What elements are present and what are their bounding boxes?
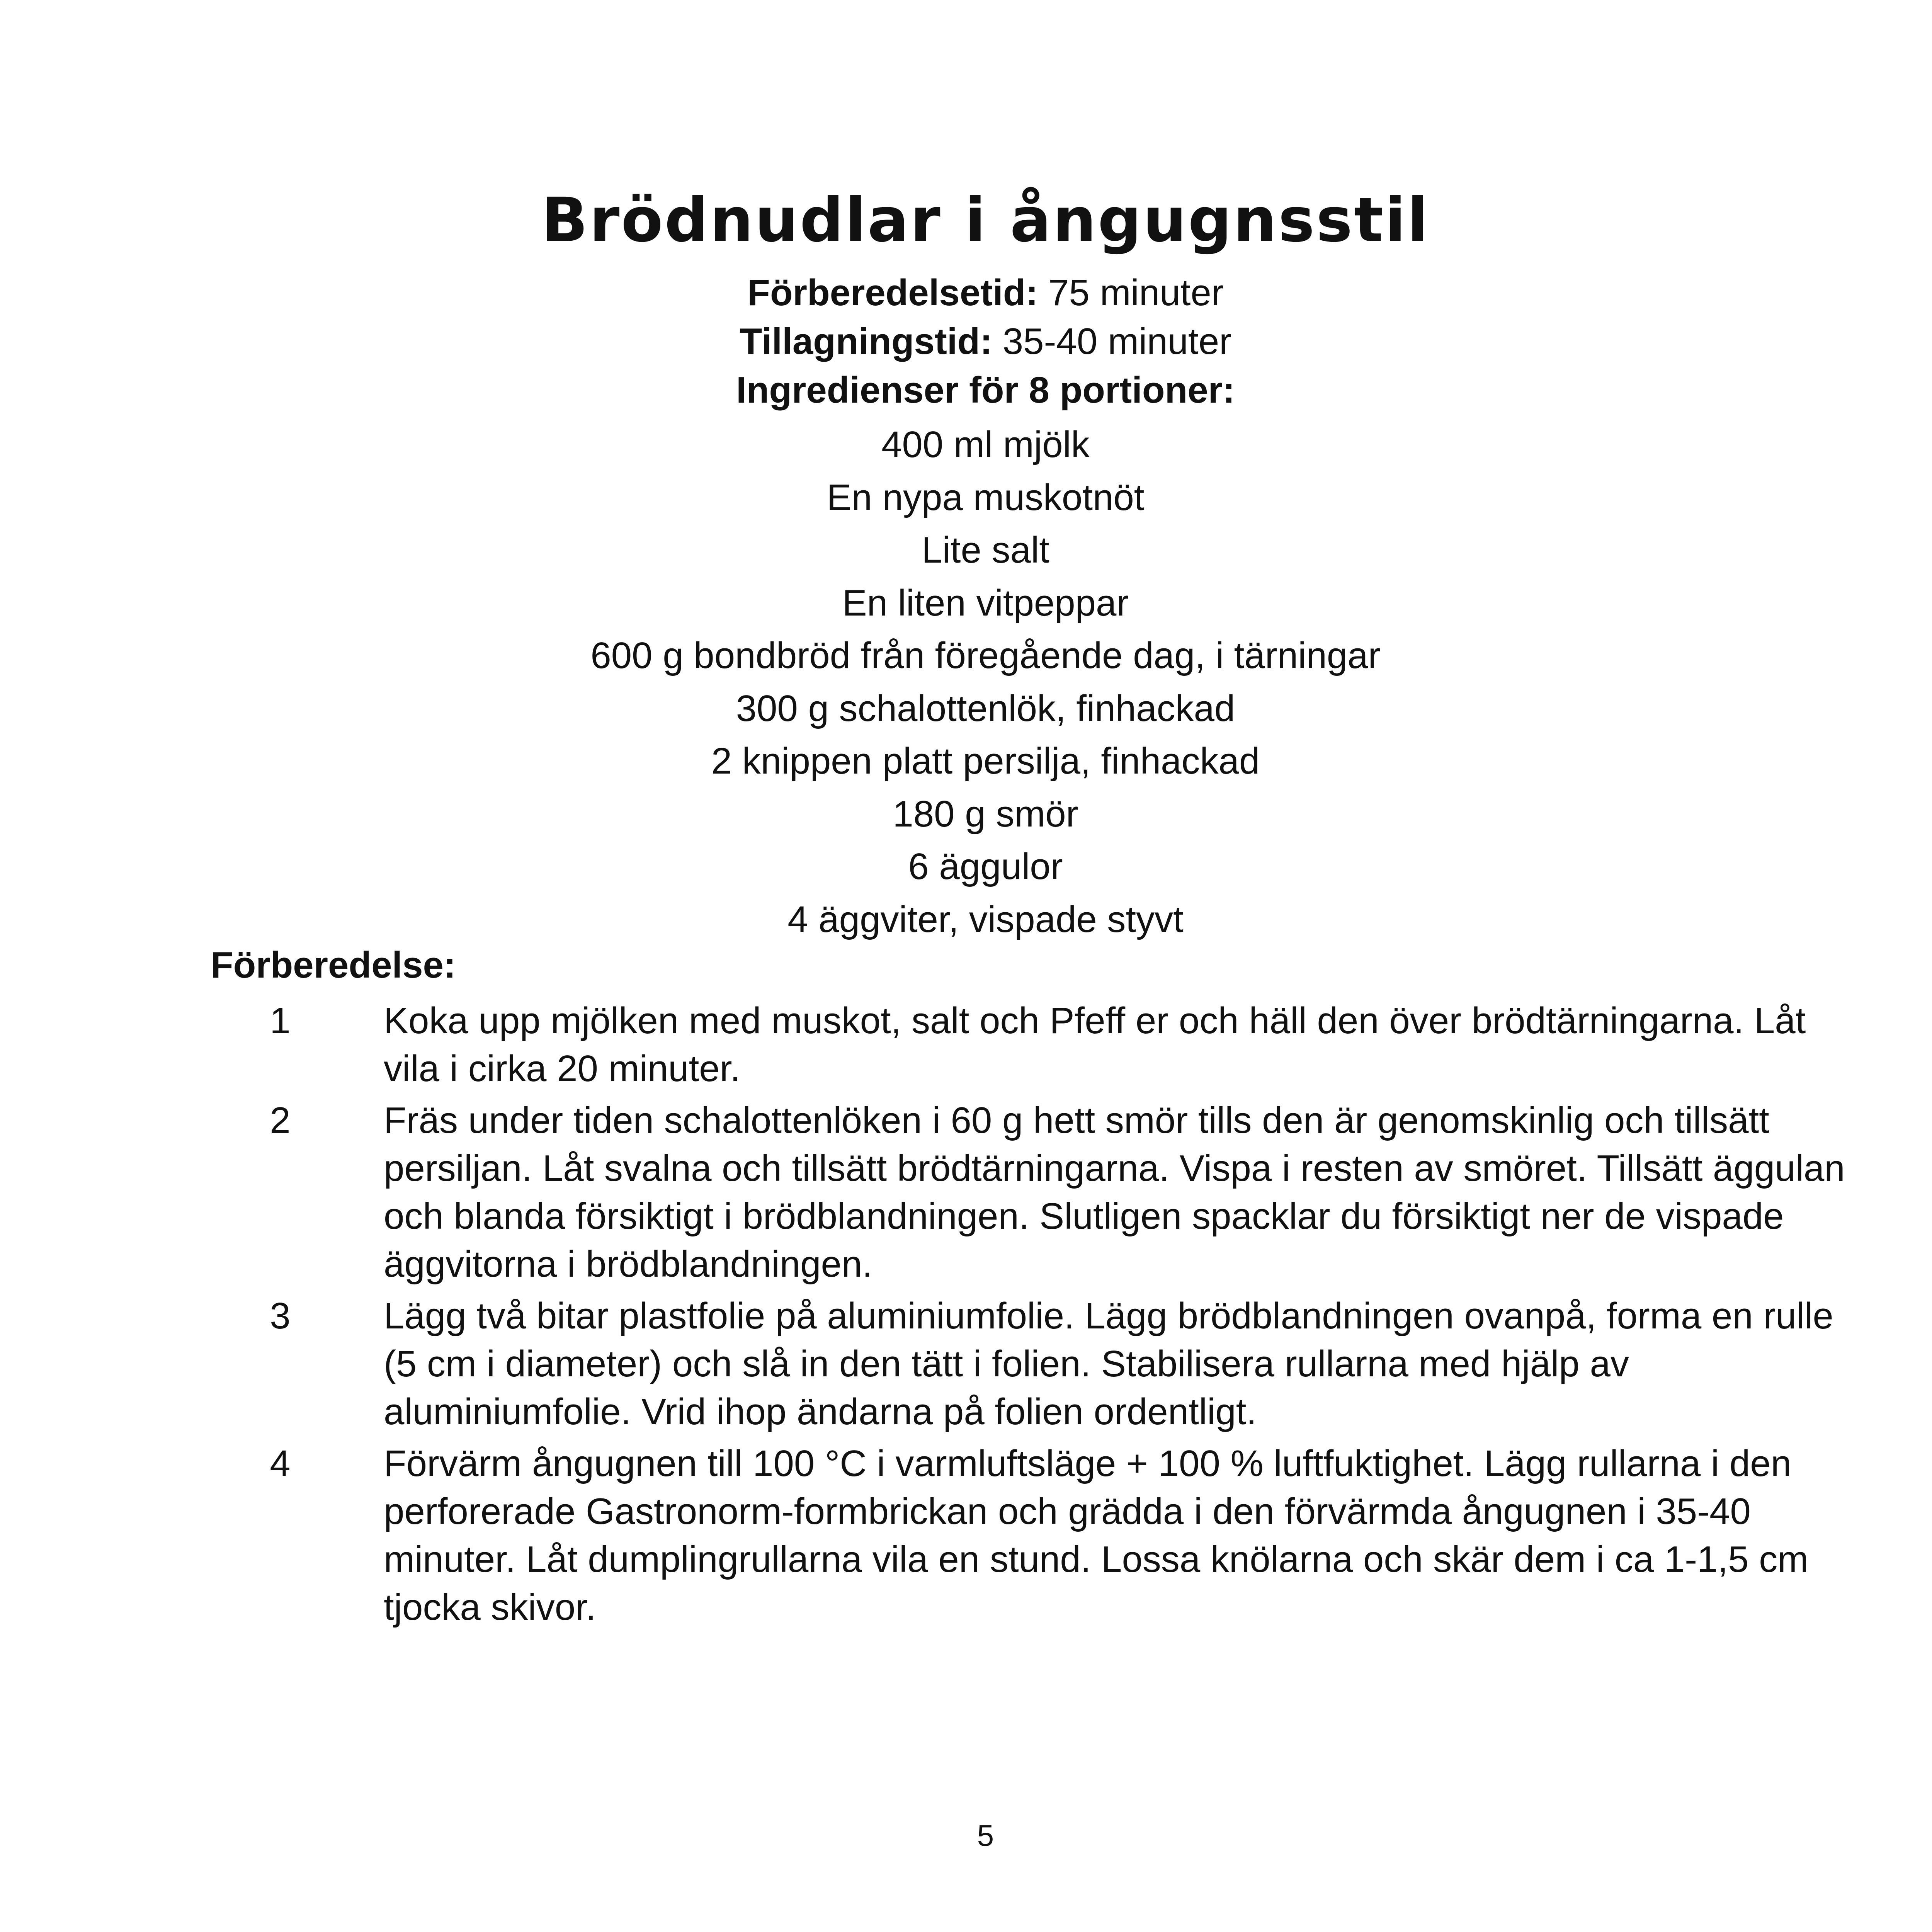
ingredient-item: 4 äggviter, vispade styvt xyxy=(787,898,1184,940)
ingredient-item: 300 g schalottenlök, finhackad xyxy=(736,687,1235,729)
ingredient-item: 600 g bondbröd från föregående dag, i tärningar xyxy=(590,635,1381,676)
preparation-steps xyxy=(0,997,1932,1635)
cook-time-row xyxy=(0,317,1932,366)
ingredient-item: Lite salt xyxy=(922,529,1049,571)
step-text: Lägg två bitar plastfolie på aluminiumfolie. Lägg brödblandningen ovanpå, forma en rulle (5 cm i diameter) och slå in den tätt i folien. Stabilisera rullarna med hjälp av aluminiumfolie. Vrid ihop ändarna på folien ordentligt. xyxy=(384,1295,1833,1432)
preparation-heading: Förberedelse: xyxy=(211,944,456,986)
ingredient-item: En nypa muskotnöt xyxy=(827,476,1145,518)
cook-time-label: Tillagningstid: xyxy=(739,321,993,362)
recipe-meta xyxy=(0,269,1932,415)
preparation-step xyxy=(0,1440,1932,1631)
preparation-step xyxy=(0,1097,1932,1288)
preparation-step xyxy=(0,1292,1932,1436)
cook-time-value: 35-40 minuter xyxy=(992,321,1232,362)
step-number: 4 xyxy=(270,1443,291,1484)
ingredient-item: 180 g smör xyxy=(893,793,1078,835)
ingredient-item: 400 ml mjölk xyxy=(881,424,1090,465)
prep-time-label: Förberedelsetid: xyxy=(747,272,1038,313)
preparation-step xyxy=(0,997,1932,1093)
step-number: 2 xyxy=(270,1100,291,1141)
ingredient-item: 6 äggulor xyxy=(908,846,1063,887)
step-text: Fräs under tiden schalottenlöken i 60 g hett smör tills den är genomskinlig och tillsätt persiljan. Låt svalna och tillsätt brödtärningarna. Vispa i resten av smöret. Tillsätt äggulan och blanda försiktigt i brödblandningen. Slutligen spacklar du försiktigt ner de vispade äggvitorna i brödblandningen. xyxy=(384,1100,1845,1285)
ingredient-item: 2 knippen platt persilja, finhackad xyxy=(711,740,1260,782)
recipe-title: Brödnudlar i ångugnsstil xyxy=(541,185,1430,256)
prep-time-row xyxy=(0,269,1932,317)
step-number: 3 xyxy=(270,1295,291,1337)
page-number: 5 xyxy=(977,1818,994,1852)
prep-time-value: 75 minuter xyxy=(1038,272,1224,313)
step-text: Förvärm ångugnen till 100 °C i varmluftsläge + 100 % luftfuktighet. Lägg rullarna i den perforerade Gastronorm-formbrickan och grädda i den förvärmda ångugnen i 35-40 minuter. Låt dumplingrullarna vila en stund. Lossa knölarna och skär dem i ca 1-1,5 cm tjocka skivor. xyxy=(384,1443,1809,1628)
ingredient-item: En liten vitpeppar xyxy=(842,582,1129,624)
step-number: 1 xyxy=(270,1000,291,1041)
ingredients-heading: Ingredienser för 8 portioner: xyxy=(736,369,1235,411)
step-text: Koka upp mjölken med muskot, salt och Pfeff er och häll den över brödtärningarna. Låt vila i cirka 20 minuter. xyxy=(384,1000,1806,1089)
ingredient-list xyxy=(0,418,1932,946)
